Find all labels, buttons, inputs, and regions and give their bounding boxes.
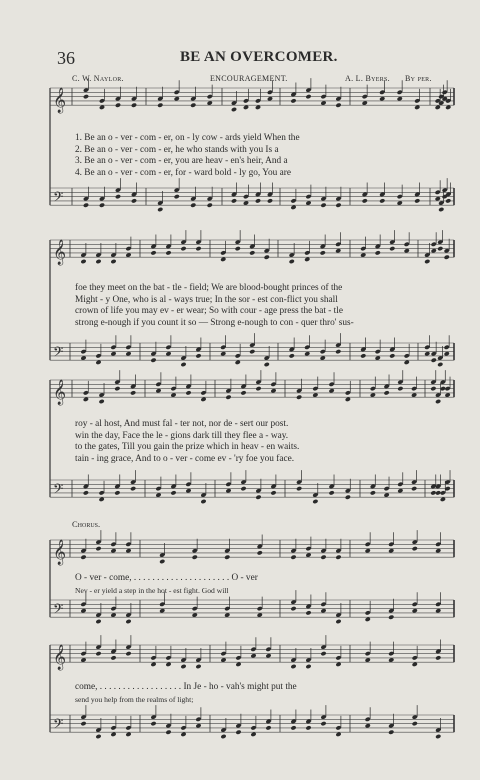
- lyric-line: come, . . . . . . . . . . . . . . . . . . In Je - ho - vah's might put the: [75, 682, 297, 692]
- chorus-lyrics-system-4: [75, 573, 445, 596]
- lyric-line: to the gates, Till you gain the prize which in heav - en waits.: [75, 442, 300, 452]
- svg-text:𝄢: 𝄢: [53, 601, 64, 621]
- svg-text:𝄞: 𝄞: [53, 645, 67, 671]
- lyric-line: 4. Be an o - ver - com - er, for - ward bold - ly go, You are: [75, 167, 291, 178]
- music-system-5: [50, 645, 455, 770]
- lyric-line: send you help from the realms of light;: [75, 694, 194, 704]
- permission-note: By per.: [405, 74, 432, 83]
- lyric-line: Nev - er yield a step in the hot - est fight. God will: [75, 585, 229, 595]
- staff-notation: [50, 645, 455, 770]
- svg-text:𝄢: 𝄢: [53, 189, 64, 209]
- lyric-line: 1. Be an o - ver - com - er, on - ly cow - ards yield When the: [75, 133, 300, 143]
- svg-text:𝄞: 𝄞: [53, 240, 67, 266]
- lyric-line: foe they meet on the bat - tle - field; We are blood-bought princes of the: [75, 283, 343, 293]
- page-number: 36: [57, 48, 75, 68]
- lyric-line: win the day, Face the le - gions dark till they flee a - way.: [75, 430, 289, 441]
- svg-text:𝄞: 𝄞: [53, 88, 67, 114]
- lyric-line: tain - ing grace, And to o - ver - come ev - 'ry foe you face.: [75, 453, 295, 464]
- composer-credit: A. L. Byers.: [345, 74, 390, 83]
- lyric-line: crown of life you may ev - er wear; So with cour - age press the bat - tle: [75, 306, 343, 316]
- verse-lyrics-system-1: [75, 133, 445, 179]
- svg-text:𝄞: 𝄞: [53, 380, 67, 406]
- lyric-line: Might - y One, who is al - ways true; In the sor - est con-flict you shall: [75, 294, 338, 305]
- lyric-line: strong e-nough if you count it so — Strong e-nough to con - quer thro' sus-: [75, 317, 354, 328]
- svg-text:𝄢: 𝄢: [53, 716, 64, 736]
- lyric-line: 3. Be an o - ver - com - er, you are heav - en's heir, And a: [75, 156, 288, 166]
- chorus-label: Chorus.: [72, 519, 101, 529]
- lyric-line: 2. Be an o - ver - com - er, he who stands with you Is a: [75, 144, 279, 155]
- chorus-lyrics-system-5: [75, 682, 445, 705]
- lyricist-credit: C. W. Naylor.: [72, 74, 124, 83]
- svg-text:𝄞: 𝄞: [53, 540, 67, 566]
- hymn-title: BE AN OVERCOMER.: [180, 49, 338, 65]
- verse-lyrics-system-3: [75, 419, 445, 465]
- svg-text:𝄢: 𝄢: [53, 481, 64, 501]
- svg-text:𝄢: 𝄢: [53, 344, 64, 364]
- tune-name: ENCOURAGEMENT.: [210, 74, 288, 83]
- lyric-line: roy - al host, And must fal - ter not, nor de - sert our post.: [75, 419, 289, 429]
- lyric-line: O - ver - come, . . . . . . . . . . . . . . . . . . . . . O - ver: [75, 573, 258, 583]
- verse-lyrics-system-2: [75, 283, 445, 329]
